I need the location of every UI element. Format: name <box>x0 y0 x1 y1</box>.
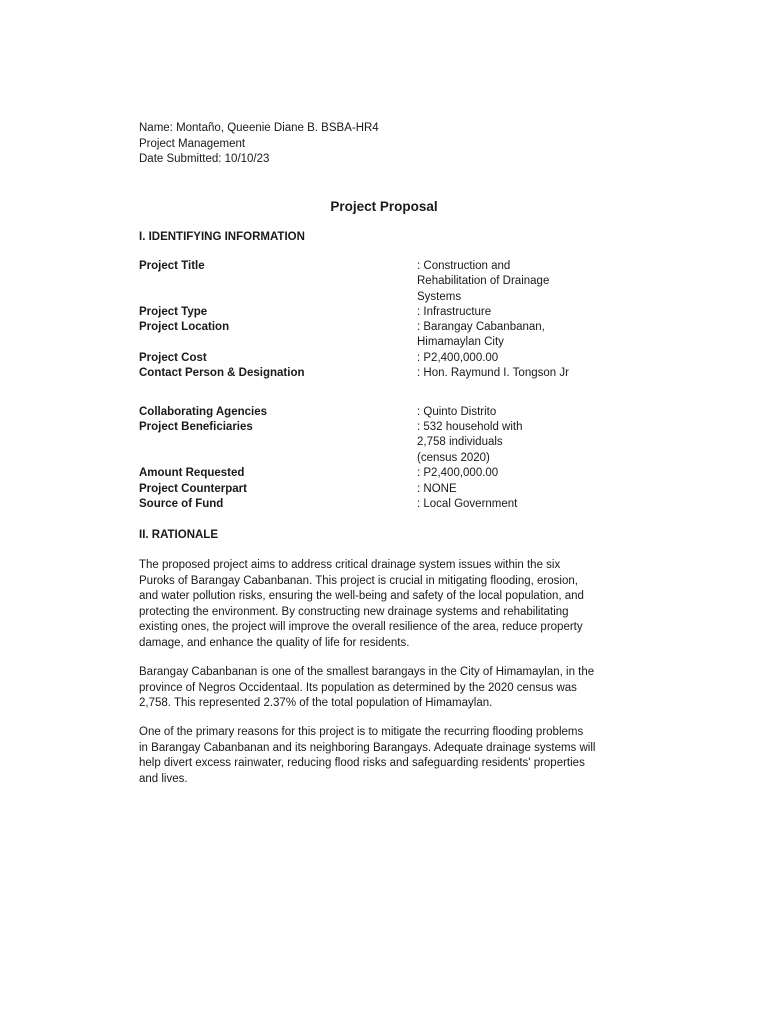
paragraph-line: and lives. <box>139 772 188 785</box>
info-value-line: : P2,400,000.00 <box>417 352 499 364</box>
info-value <box>417 466 498 481</box>
info-label: Amount Requested <box>139 467 245 479</box>
info-value <box>417 320 545 351</box>
rationale-paragraph-3 <box>139 725 639 787</box>
paragraph-line: Puroks of Barangay Cabanbanan. This project is crucial in mitigating flooding, erosion, <box>139 574 578 587</box>
info-value-line: : NONE <box>417 483 457 495</box>
info-value-line: : Local Government <box>417 498 518 510</box>
section-identifying-information-heading: I. IDENTIFYING INFORMATION <box>139 231 305 243</box>
info-label: Project Location <box>139 321 230 333</box>
author-info <box>139 121 379 168</box>
info-value-line: : Hon. Raymund I. Tongson Jr <box>417 367 569 379</box>
course-line: Project Management <box>139 137 246 150</box>
paragraph-line: One of the primary reasons for this project is to mitigate the recurring flooding problems <box>139 726 584 738</box>
info-value <box>417 405 496 420</box>
info-value-line: : Construction and <box>417 260 511 272</box>
info-value-line: 2,758 individuals <box>417 436 503 449</box>
paragraph-line: Barangay Cabanbanan is one of the smallest barangays in the City of Himamaylan, in the <box>139 666 595 678</box>
info-value <box>417 366 569 381</box>
info-value-line: Rehabilitation of Drainage <box>417 275 550 288</box>
info-value-line: : 532 household with <box>417 421 523 433</box>
info-label: Project Type <box>139 306 208 318</box>
section-rationale-heading: II. RATIONALE <box>139 529 219 541</box>
paragraph-line: in Barangay Cabanbanan and its neighboring Barangays. Adequate drainage systems will <box>139 741 596 754</box>
paragraph-line: damage, and enhance the quality of life for residents. <box>139 636 410 649</box>
info-value-line: : Infrastructure <box>417 306 492 318</box>
rationale-paragraph-2 <box>139 665 639 712</box>
info-value-line: : P2,400,000.00 <box>417 467 499 479</box>
paragraph-line: help divert excess rainwater, reducing flood risks and safeguarding residents' properties <box>139 757 585 770</box>
paragraph-line: The proposed project aims to address critical drainage system issues within the six <box>139 559 561 571</box>
info-label: Project Counterpart <box>139 483 247 495</box>
paragraph-line: and water pollution risks, ensuring the well-being and safety of the local population, and <box>139 590 584 603</box>
info-value <box>417 497 517 512</box>
info-value <box>417 305 491 320</box>
info-value <box>417 482 457 497</box>
paragraph-line: province of Negros Occidentaal. Its population as determined by the 2020 census was <box>139 681 577 694</box>
info-value-line: Himamaylan City <box>417 336 504 349</box>
info-label: Project Title <box>139 260 205 272</box>
document-title: Project Proposal <box>330 199 438 214</box>
date-submitted-line: Date Submitted: 10/10/23 <box>139 153 270 166</box>
info-value <box>417 259 549 305</box>
info-value-line: (census 2020) <box>417 451 490 464</box>
info-value <box>417 420 523 466</box>
info-label: Project Cost <box>139 352 207 364</box>
info-value-line: : Barangay Cabanbanan, <box>417 321 545 333</box>
info-value <box>417 351 498 366</box>
info-value-line: Systems <box>417 290 462 303</box>
paragraph-line: 2,758. This represented 2.37% of the total population of Himamaylan. <box>139 697 493 710</box>
info-label: Source of Fund <box>139 498 224 510</box>
info-label: Collaborating Agencies <box>139 406 268 418</box>
paragraph-line: existing ones, the project will improve the overall resilience of the area, reduce property <box>139 621 583 634</box>
info-value-line: : Quinto Distrito <box>417 406 497 418</box>
info-label: Contact Person & Designation <box>139 367 305 379</box>
author-name-line: Name: Montaño, Queenie Diane B. BSBA-HR4 <box>139 122 379 134</box>
rationale-paragraph-1 <box>139 558 639 652</box>
paragraph-line: protecting the environment. By constructing new drainage systems and rehabilitating <box>139 605 569 618</box>
info-label: Project Beneficiaries <box>139 421 253 433</box>
